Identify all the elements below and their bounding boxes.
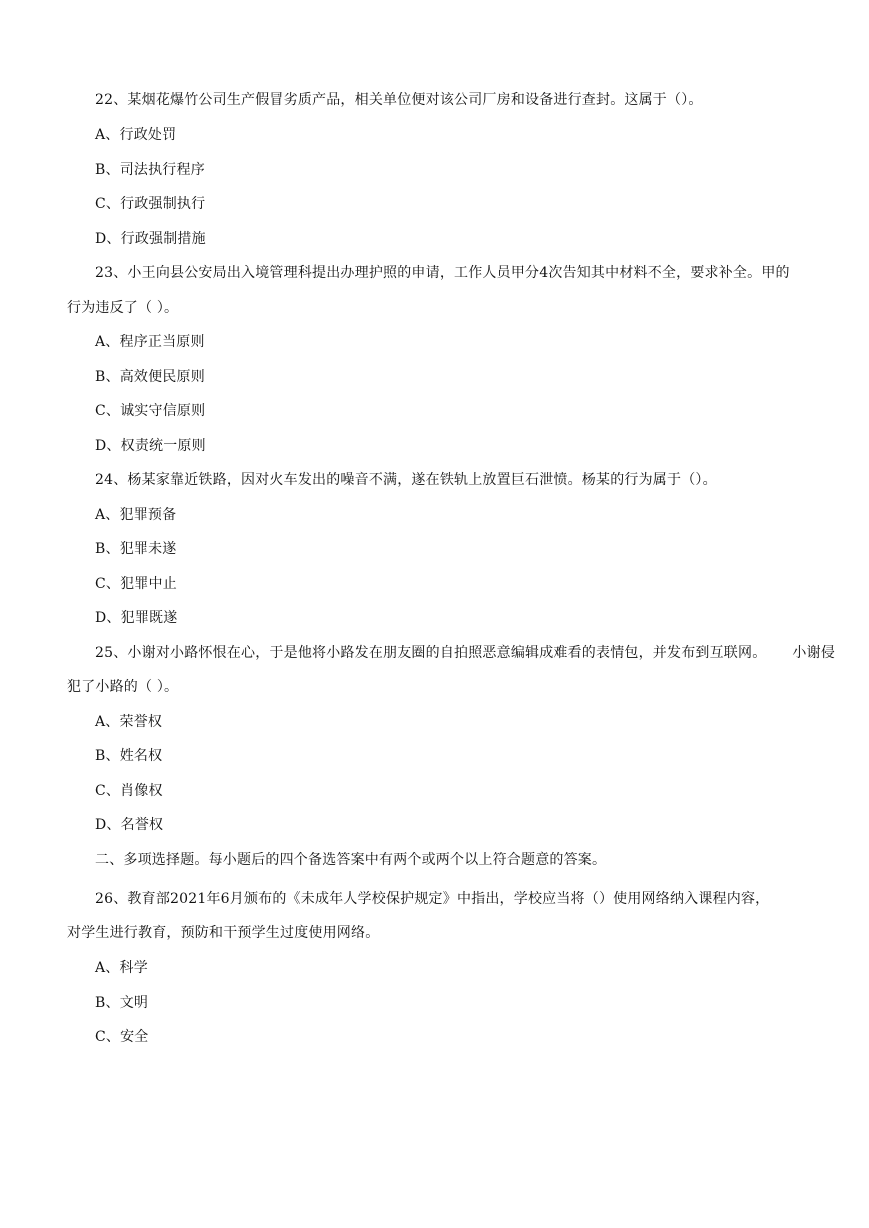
question-26-option-c: C、安全	[95, 1029, 149, 1045]
question-24-option-d: D、犯罪既遂	[95, 610, 178, 626]
question-26-option-b: B、文明	[95, 995, 149, 1011]
question-23-option-a: A、程序正当原则	[95, 334, 205, 350]
question-24-stem: 24、杨某家靠近铁路，因对火车发出的噪音不满，遂在铁轨上放置巨石泄愤。杨某的行为属于（）。	[95, 472, 717, 488]
question-22-option-d: D、行政强制措施	[95, 231, 206, 247]
question-26-stem-line1: 26、教育部2021年6月颁布的《未成年人学校保护规定》中指出，学校应当将（）使用网络纳入课程内容，	[95, 891, 770, 907]
question-22-option-a: A、行政处罚	[95, 127, 177, 143]
question-25-stem-line1	[95, 643, 836, 663]
question-24-option-c: C、犯罪中止	[95, 576, 177, 592]
question-25-option-d: D、名誉权	[95, 817, 164, 833]
question-24-option-a: A、犯罪预备	[95, 507, 177, 523]
question-25-option-a: A、荣誉权	[95, 714, 163, 730]
question-22-option-c: C、行政强制执行	[95, 196, 206, 212]
question-25-stem-part1: 25、小谢对小路怀恨在心，于是他将小路发在朋友圈的自拍照恶意编辑成难看的表情包，并发布到互联网。	[95, 645, 767, 661]
section-heading-multiple-choice: 二、多项选择题。每小题后的四个备选答案中有两个或两个以上符合题意的答案。	[95, 852, 607, 868]
question-23-option-c: C、诚实守信原则	[95, 403, 206, 419]
question-22-stem: 22、某烟花爆竹公司生产假冒劣质产品，相关单位便对该公司厂房和设备进行查封。这属于（）。	[95, 92, 703, 108]
question-22-option-b: B、司法执行程序	[95, 162, 205, 178]
question-26-option-a: A、科学	[95, 960, 148, 976]
question-23-stem-line1: 23、小王向县公安局出入境管理科提出办理护照的申请，工作人员甲分4次告知其中材料不全，要求补全。甲的	[95, 265, 790, 281]
question-25-option-b: B、姓名权	[95, 748, 163, 764]
question-23-stem-line2: 行为违反了（ ）。	[67, 300, 179, 316]
question-25-stem-line2: 犯了小路的（ ）。	[67, 679, 179, 695]
question-24-option-b: B、犯罪未遂	[95, 541, 177, 557]
question-26-stem-line2: 对学生进行教育，预防和干预学生过度使用网络。	[67, 925, 380, 941]
question-25-stem-part2: 小谢侵	[792, 645, 836, 661]
question-25-option-c: C、肖像权	[95, 783, 163, 799]
question-23-option-b: B、高效便民原则	[95, 369, 205, 385]
question-23-option-d: D、权责统一原则	[95, 438, 206, 454]
